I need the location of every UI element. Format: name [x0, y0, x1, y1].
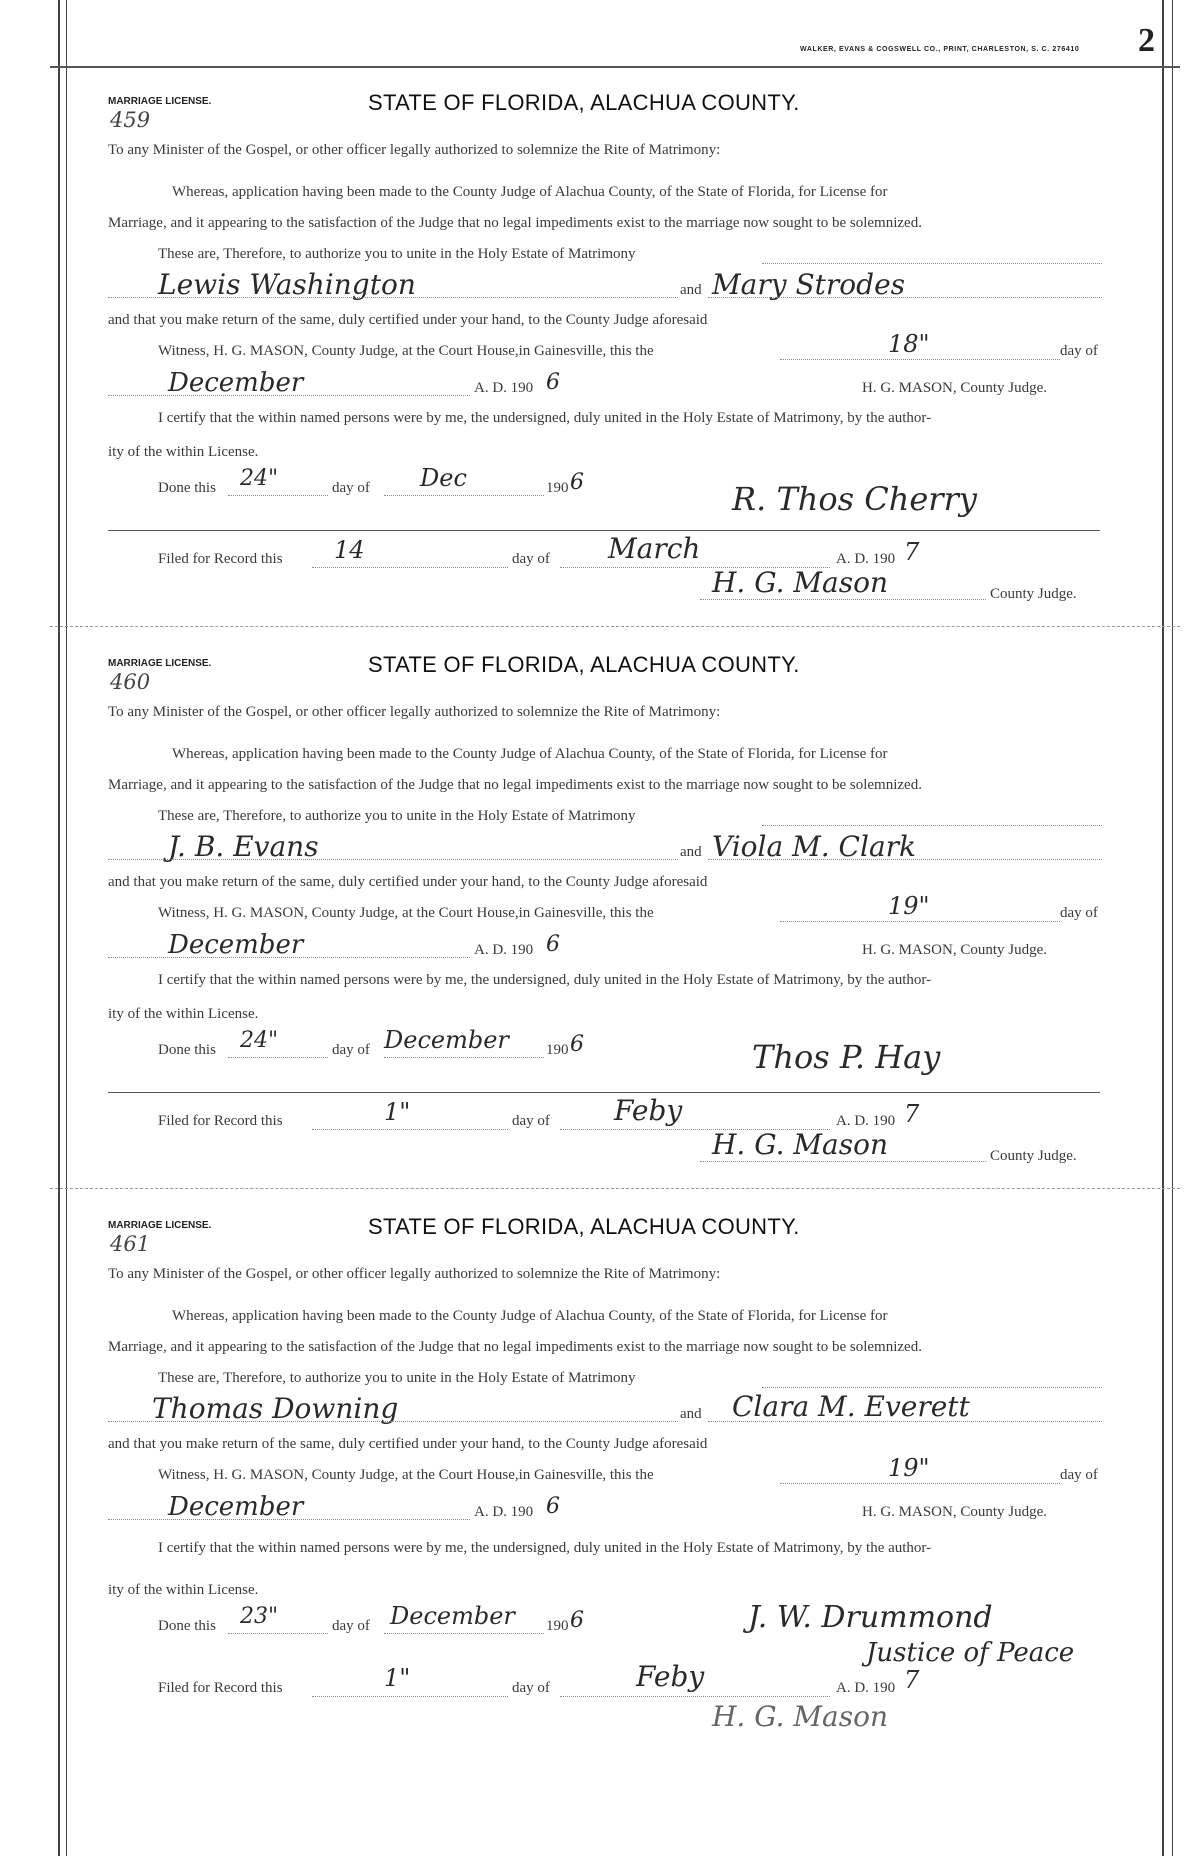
certify-text-2: ity of the within License. [108, 444, 259, 460]
filed-ad-text: A. D. 190 [836, 1680, 896, 1696]
fill-line [708, 296, 1102, 298]
done-month: Dec [420, 464, 467, 492]
to-minister-text: To any Minister of the Gospel, or other officer legally authorized to solemnize the Rite of Matrimony: [108, 704, 721, 720]
officiant-signature: Thos P. Hay [752, 1038, 941, 1076]
filed-month: Feby [636, 1660, 705, 1693]
return-text: and that you make return of the same, duly certified under your hand, to the County Judge aforesaid [108, 1436, 708, 1452]
witness-month: December [168, 1492, 304, 1522]
county-judge-text: County Judge. [990, 586, 1077, 602]
filed-text: Filed for Record this [158, 1113, 283, 1129]
done-day: 23" [240, 1604, 279, 1629]
bride-name: Mary Strodes [712, 268, 906, 301]
done-this-text: Done this [158, 480, 216, 496]
filed-day: 1" [384, 1664, 411, 1692]
separator-line [108, 530, 1100, 531]
done-day: 24" [240, 1028, 279, 1053]
fill-line [700, 1160, 986, 1162]
fill-line [108, 1420, 678, 1422]
year-prefix-text: 190 [546, 1618, 569, 1634]
witness-text: Witness, H. G. MASON, County Judge, at the Court House,in Gainesville, this the [158, 905, 654, 921]
done-year-digit: 6 [570, 470, 584, 495]
witness-text: Witness, H. G. MASON, County Judge, at the Court House,in Gainesville, this the [158, 1467, 654, 1483]
fill-line [700, 598, 986, 600]
fill-line [228, 1056, 328, 1058]
fill-line [312, 1128, 508, 1130]
license-label: MARRIAGE LICENSE. [108, 658, 212, 669]
filed-month: Feby [614, 1094, 683, 1127]
filed-day-of-text: day of [512, 1680, 550, 1696]
day-of-text: day of [1060, 905, 1098, 921]
ad-text: A. D. 190 [474, 942, 534, 958]
done-month: December [384, 1026, 509, 1054]
done-year-digit: 6 [570, 1608, 584, 1633]
filed-ad-text: A. D. 190 [836, 1113, 896, 1129]
fill-line [780, 358, 1060, 360]
filed-day: 14 [334, 536, 365, 564]
whereas-text-1: Whereas, application having been made to the County Judge of Alachua County, of the State of Florida, for License for [172, 746, 888, 762]
whereas-text-1: Whereas, application having been made to the County Judge of Alachua County, of the State of Florida, for License for [172, 1308, 888, 1324]
judge-text: H. G. MASON, County Judge. [862, 380, 1048, 396]
filed-year-digit: 7 [904, 1100, 920, 1128]
officiant-signature: J. W. Drummond [748, 1600, 993, 1635]
done-month: December [390, 1602, 515, 1630]
right-border-line-outer [1172, 0, 1173, 1856]
ad-text: A. D. 190 [474, 380, 534, 396]
witness-year-digit: 6 [546, 932, 560, 957]
witness-year-digit: 6 [546, 1494, 560, 1519]
fill-line [762, 824, 1102, 826]
certify-text-1: I certify that the within named persons were by me, the undersigned, duly united in the Holy Estate of Matrimony, by the author- [158, 410, 932, 426]
fill-line [708, 858, 1102, 860]
officiant-title: Justice of Peace [866, 1638, 1075, 1668]
day-of-text: day of [1060, 1467, 1098, 1483]
filed-judge-signature: H. G. Mason [712, 1700, 889, 1733]
these-are-text: These are, Therefore, to authorize you to unite in the Holy Estate of Matrimony [158, 246, 636, 262]
fill-line [108, 956, 470, 958]
whereas-text-1: Whereas, application having been made to the County Judge of Alachua County, of the State of Florida, for License for [172, 184, 888, 200]
license-label: MARRIAGE LICENSE. [108, 96, 212, 107]
fill-line [108, 394, 470, 396]
filed-day-of-text: day of [512, 1113, 550, 1129]
right-border-line [1162, 0, 1164, 1856]
license-number: 460 [110, 670, 151, 694]
whereas-text-2: Marriage, and it appearing to the satisfaction of the Judge that no legal impediments exist to the marriage now sought to be solemnized. [108, 215, 922, 231]
groom-name: Lewis Washington [158, 268, 416, 301]
return-text: and that you make return of the same, duly certified under your hand, to the County Judge aforesaid [108, 312, 708, 328]
done-day-of-text: day of [332, 480, 370, 496]
witness-month: December [168, 368, 304, 398]
filed-year-digit: 7 [904, 1666, 920, 1694]
fill-line [228, 1632, 328, 1634]
bride-name: Viola M. Clark [712, 830, 916, 863]
witness-month: December [168, 930, 304, 960]
section-divider [50, 1188, 1180, 1189]
return-text: and that you make return of the same, duly certified under your hand, to the County Judge aforesaid [108, 874, 708, 890]
printer-imprint: WALKER, EVANS & COGSWELL CO., PRINT, CHARLESTON, S. C. 276410 [800, 46, 1080, 53]
and-text: and [680, 844, 702, 860]
fill-line [762, 262, 1102, 264]
license-number: 459 [110, 108, 151, 132]
section-divider [50, 626, 1180, 627]
fill-line [108, 1518, 470, 1520]
filed-month: March [608, 532, 701, 565]
done-this-text: Done this [158, 1618, 216, 1634]
left-border-line [58, 0, 60, 1856]
license-heading: STATE OF FLORIDA, ALACHUA COUNTY. [368, 1214, 800, 1239]
witness-year-digit: 6 [546, 370, 560, 395]
to-minister-text: To any Minister of the Gospel, or other officer legally authorized to solemnize the Rite of Matrimony: [108, 1266, 721, 1282]
and-text: and [680, 1406, 702, 1422]
fill-line [384, 494, 544, 496]
ad-text: A. D. 190 [474, 1504, 534, 1520]
filed-judge-signature: H. G. Mason [712, 1128, 889, 1161]
these-are-text: These are, Therefore, to authorize you to unite in the Holy Estate of Matrimony [158, 808, 636, 824]
filed-year-digit: 7 [904, 538, 920, 566]
done-day-of-text: day of [332, 1618, 370, 1634]
officiant-signature: R. Thos Cherry [732, 480, 977, 518]
county-judge-text: County Judge. [990, 1148, 1077, 1164]
year-prefix-text: 190 [546, 480, 569, 496]
fill-line [560, 1695, 830, 1697]
fill-line [762, 1386, 1102, 1388]
license-heading: STATE OF FLORIDA, ALACHUA COUNTY. [368, 90, 800, 115]
filed-text: Filed for Record this [158, 551, 283, 567]
fill-line [312, 1695, 508, 1697]
filed-judge-signature: H. G. Mason [712, 566, 889, 599]
top-rule [50, 66, 1180, 68]
fill-line [780, 1482, 1060, 1484]
certify-text-1: I certify that the within named persons were by me, the undersigned, duly united in the Holy Estate of Matrimony, by the author- [158, 972, 932, 988]
license-heading: STATE OF FLORIDA, ALACHUA COUNTY. [368, 652, 800, 677]
these-are-text: These are, Therefore, to authorize you to unite in the Holy Estate of Matrimony [158, 1370, 636, 1386]
page-number: 2 [1138, 22, 1155, 59]
fill-line [384, 1632, 544, 1634]
judge-text: H. G. MASON, County Judge. [862, 1504, 1048, 1520]
license-number: 461 [110, 1232, 151, 1256]
groom-name: J. B. Evans [168, 830, 319, 863]
done-year-digit: 6 [570, 1032, 584, 1057]
judge-text: H. G. MASON, County Judge. [862, 942, 1048, 958]
and-text: and [680, 282, 702, 298]
bride-name: Clara M. Everett [732, 1390, 970, 1423]
fill-line [312, 566, 508, 568]
witness-day: 19" [888, 892, 930, 920]
certify-text-2: ity of the within License. [108, 1006, 259, 1022]
fill-line [108, 296, 678, 298]
filed-day-of-text: day of [512, 551, 550, 567]
done-this-text: Done this [158, 1042, 216, 1058]
done-day-of-text: day of [332, 1042, 370, 1058]
filed-ad-text: A. D. 190 [836, 551, 896, 567]
done-day: 24" [240, 466, 279, 491]
groom-name: Thomas Downing [152, 1392, 399, 1425]
witness-text: Witness, H. G. MASON, County Judge, at the Court House,in Gainesville, this the [158, 343, 654, 359]
year-prefix-text: 190 [546, 1042, 569, 1058]
left-border-line-inner [66, 0, 67, 1856]
whereas-text-2: Marriage, and it appearing to the satisfaction of the Judge that no legal impediments exist to the marriage now sought to be solemnized. [108, 1339, 922, 1355]
day-of-text: day of [1060, 343, 1098, 359]
separator-line [108, 1092, 1100, 1093]
witness-day: 19" [888, 1454, 930, 1482]
witness-day: 18" [888, 330, 930, 358]
filed-text: Filed for Record this [158, 1680, 283, 1696]
license-label: MARRIAGE LICENSE. [108, 1220, 212, 1231]
fill-line [108, 858, 678, 860]
fill-line [384, 1056, 544, 1058]
whereas-text-2: Marriage, and it appearing to the satisfaction of the Judge that no legal impediments exist to the marriage now sought to be solemnized. [108, 777, 922, 793]
certify-text-1: I certify that the within named persons were by me, the undersigned, duly united in the Holy Estate of Matrimony, by the author- [158, 1540, 932, 1556]
fill-line [780, 920, 1060, 922]
filed-day: 1" [384, 1098, 411, 1126]
certify-text-2: ity of the within License. [108, 1582, 259, 1598]
fill-line [228, 494, 328, 496]
fill-line [708, 1420, 1102, 1422]
to-minister-text: To any Minister of the Gospel, or other officer legally authorized to solemnize the Rite of Matrimony: [108, 142, 721, 158]
